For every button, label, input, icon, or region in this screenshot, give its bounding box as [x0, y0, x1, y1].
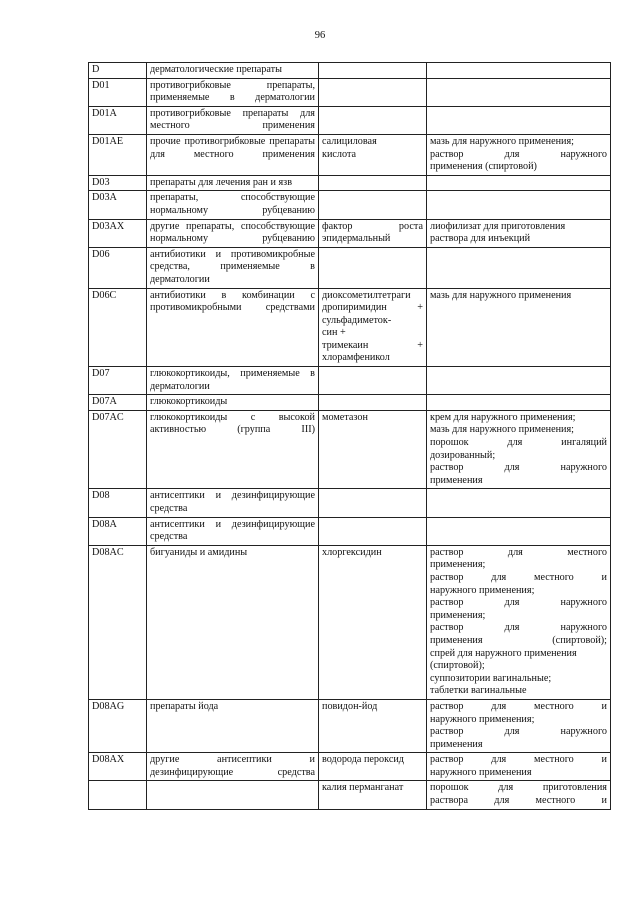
- dosage-form-cell: [427, 753, 611, 781]
- table-row: [89, 63, 611, 79]
- drug-name-line: син +: [322, 327, 346, 339]
- atc-code-cell: D08AX: [89, 753, 147, 781]
- atc-code-cell: D07: [89, 367, 147, 395]
- dosage-form-cell: [427, 410, 611, 489]
- drug-name-line: салициловая: [322, 135, 377, 147]
- anatomical-group-cell: противогрибковые препараты, применяемые в дерматологии: [147, 78, 319, 106]
- dosage-form-line: порошок для ингаляций: [430, 437, 607, 449]
- drug-name-cell: [319, 367, 427, 395]
- dosage-form-cell: [427, 106, 611, 134]
- drug-name-cell: [319, 219, 427, 247]
- dosage-form-line: применения (спиртовой): [430, 161, 537, 173]
- table-row: [89, 545, 611, 699]
- dosage-form-line: (спиртовой);: [430, 660, 485, 672]
- table-row: [89, 753, 611, 781]
- dosage-form-line: наружного применения: [430, 766, 532, 778]
- anatomical-group-cell: антисептики и дезинфицирующие средства: [147, 489, 319, 517]
- dosage-form-line: раствор для наружного: [430, 462, 607, 474]
- drug-name-line: дропиримидин +: [322, 302, 423, 314]
- drug-name-cell: [319, 545, 427, 699]
- dosage-form-line: раствор для наружного: [430, 597, 607, 609]
- dosage-form-cell: [427, 134, 611, 175]
- dosage-form-line: раствор для наружного: [430, 726, 607, 738]
- dosage-form-line: таблетки вагинальные: [430, 685, 527, 697]
- dosage-form-cell: [427, 191, 611, 219]
- dosage-form-line: раствор для местного: [430, 546, 607, 558]
- dosage-form-line: наружного применения;: [430, 584, 535, 596]
- dosage-form-cell: [427, 699, 611, 752]
- drug-name-cell: [319, 288, 427, 367]
- anatomical-group-cell: антисептики и дезинфицирующие средства: [147, 517, 319, 545]
- atc-code-cell: D03AX: [89, 219, 147, 247]
- table-row: [89, 288, 611, 367]
- dosage-form-line: лиофилизат для приготовления: [430, 220, 566, 232]
- atc-code-cell: D: [89, 63, 147, 79]
- drug-name-cell: [319, 175, 427, 191]
- dosage-form-line: дозированный;: [430, 449, 496, 461]
- anatomical-group-cell: препараты для лечения ран и язв: [147, 175, 319, 191]
- anatomical-group-cell: дерматологические препараты: [147, 63, 319, 79]
- drug-name-line: сульфадиметок-: [322, 314, 392, 326]
- dosage-form-line: мазь для наружного применения: [430, 289, 572, 301]
- table-row: [89, 517, 611, 545]
- anatomical-group-cell: бигуаниды и амидины: [147, 545, 319, 699]
- dosage-form-line: применения: [430, 738, 483, 750]
- drug-name-cell: [319, 699, 427, 752]
- drug-name-line: хлорамфеникол: [322, 352, 390, 364]
- table-row: [89, 410, 611, 489]
- drug-name-cell: [319, 247, 427, 288]
- page-number: 96: [314, 30, 326, 41]
- drug-name-line: фактор роста: [322, 220, 423, 232]
- drug-name-line: диоксометилтетраги: [322, 289, 411, 301]
- atc-code-cell: [89, 781, 147, 809]
- table-row: [89, 367, 611, 395]
- anatomical-group-cell: препараты йода: [147, 699, 319, 752]
- atc-code-cell: D07A: [89, 395, 147, 411]
- drug-name-cell: [319, 106, 427, 134]
- drug-name-cell: [319, 78, 427, 106]
- atc-code-cell: D06C: [89, 288, 147, 367]
- drug-name-cell: [319, 753, 427, 781]
- dosage-form-cell: [427, 545, 611, 699]
- dosage-form-cell: [427, 78, 611, 106]
- dosage-form-cell: [427, 247, 611, 288]
- drug-name-cell: [319, 410, 427, 489]
- anatomical-group-cell: другие антисептики и дезинфицирующие средства: [147, 753, 319, 781]
- dosage-form-line: применения;: [430, 609, 486, 621]
- atc-code-cell: D01AE: [89, 134, 147, 175]
- dosage-form-line: применения: [430, 474, 483, 486]
- drug-name-line: повидон-йод: [322, 700, 378, 712]
- table-row: [89, 106, 611, 134]
- anatomical-group-cell: [147, 781, 319, 809]
- dosage-form-cell: [427, 63, 611, 79]
- atc-code-cell: D03: [89, 175, 147, 191]
- atc-code-cell: D03A: [89, 191, 147, 219]
- anatomical-group-cell: антибиотики и противомикробные средства, применяемые в дерматологии: [147, 247, 319, 288]
- anatomical-group-cell: прочие противогрибковые препараты для местного применения: [147, 134, 319, 175]
- dosage-form-line: порошок для приготовления: [430, 782, 607, 794]
- drug-name-line: кислота: [322, 148, 357, 160]
- anatomical-group-cell: противогрибковые препараты для местного применения: [147, 106, 319, 134]
- drug-name-cell: [319, 781, 427, 809]
- table-row: [89, 699, 611, 752]
- drug-name-line: хлоргексидин: [322, 546, 382, 558]
- drug-name-line: водорода пероксид: [322, 754, 404, 766]
- drug-name-cell: [319, 395, 427, 411]
- drug-name-line: тримекаин +: [322, 339, 423, 351]
- dosage-form-line: крем для наружного применения;: [430, 411, 576, 423]
- table-row: [89, 78, 611, 106]
- atc-code-cell: D08AC: [89, 545, 147, 699]
- table-row: [89, 219, 611, 247]
- dosage-form-cell: [427, 219, 611, 247]
- dosage-form-line: суппозитории вагинальные;: [430, 672, 552, 684]
- atc-code-cell: D08: [89, 489, 147, 517]
- dosage-form-line: применения;: [430, 559, 486, 571]
- atc-code-cell: D01A: [89, 106, 147, 134]
- dosage-form-line: мазь для наружного применения;: [430, 135, 575, 147]
- atc-code-cell: D07AC: [89, 410, 147, 489]
- drug-name-line: мометазон: [322, 411, 368, 423]
- dosage-form-line: раствора для местного и: [430, 795, 607, 807]
- drug-name-cell: [319, 191, 427, 219]
- drug-name-line: эпидермальный: [322, 233, 391, 245]
- anatomical-group-cell: препараты, способствующие нормальному рубцеванию: [147, 191, 319, 219]
- table-row: [89, 134, 611, 175]
- atc-code-cell: D08A: [89, 517, 147, 545]
- table-row: [89, 395, 611, 411]
- dosage-form-line: наружного применения;: [430, 713, 535, 725]
- dosage-form-cell: [427, 175, 611, 191]
- dosage-form-cell: [427, 781, 611, 809]
- table-row: [89, 489, 611, 517]
- atc-code-cell: D06: [89, 247, 147, 288]
- table-row: [89, 247, 611, 288]
- dosage-form-line: раствор для местного и: [430, 754, 607, 766]
- dosage-form-line: раствора для инъекций: [430, 233, 531, 245]
- table-row: [89, 191, 611, 219]
- drug-classification-table: [88, 62, 611, 810]
- dosage-form-line: применения (спиртовой);: [430, 634, 607, 646]
- anatomical-group-cell: глюкокортикоиды с высокой активностью (группа III): [147, 410, 319, 489]
- table-row: [89, 781, 611, 809]
- dosage-form-cell: [427, 367, 611, 395]
- drug-name-line: калия перманганат: [322, 782, 404, 794]
- anatomical-group-cell: антибиотики в комбинации с противомикробными средствами: [147, 288, 319, 367]
- anatomical-group-cell: глюкокортикоиды, применяемые в дерматологии: [147, 367, 319, 395]
- dosage-form-cell: [427, 288, 611, 367]
- dosage-form-line: раствор для наружного: [430, 148, 607, 160]
- dosage-form-line: мазь для наружного применения;: [430, 424, 575, 436]
- dosage-form-cell: [427, 489, 611, 517]
- dosage-form-cell: [427, 517, 611, 545]
- drug-name-cell: [319, 517, 427, 545]
- drug-name-cell: [319, 489, 427, 517]
- dosage-form-line: раствор для наружного: [430, 622, 607, 634]
- anatomical-group-cell: глюкокортикоиды: [147, 395, 319, 411]
- drug-name-cell: [319, 134, 427, 175]
- dosage-form-line: раствор для местного и: [430, 700, 607, 712]
- dosage-form-cell: [427, 395, 611, 411]
- dosage-form-line: раствор для местного и: [430, 571, 607, 583]
- atc-code-cell: D08AG: [89, 699, 147, 752]
- dosage-form-line: спрей для наружного применения: [430, 647, 577, 659]
- table-row: [89, 175, 611, 191]
- anatomical-group-cell: другие препараты, способствующие нормальному рубцеванию: [147, 219, 319, 247]
- atc-code-cell: D01: [89, 78, 147, 106]
- drug-name-cell: [319, 63, 427, 79]
